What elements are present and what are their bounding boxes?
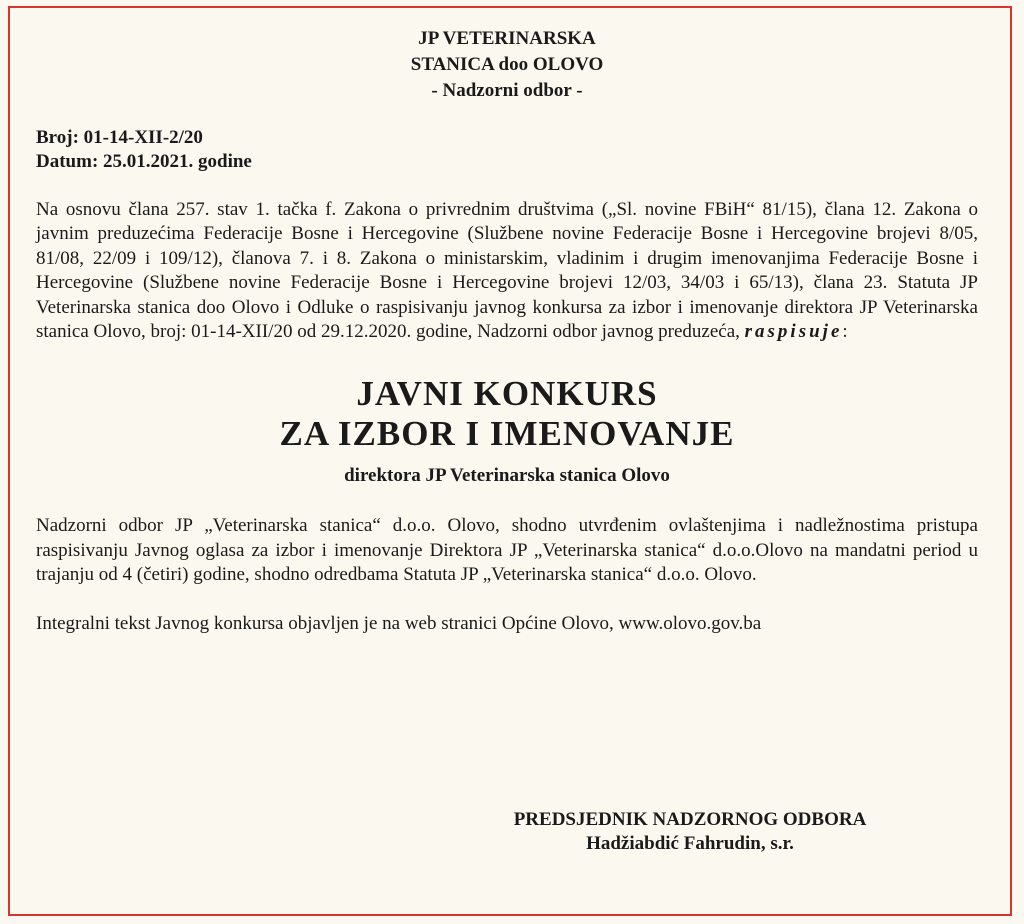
signature-role: PREDSJEDNIK NADZORNOG ODBORA [513, 809, 867, 830]
title-line-1: JAVNI KONKURS [356, 374, 658, 414]
document-meta [36, 126, 978, 174]
document-header [36, 26, 978, 104]
intro-text: Na osnovu člana 257. stav 1. tačka f. Zakona o privrednim društvima („Sl. novine FBiH“ 81/15), člana 12. Zakona o javnim preduzećima Federacije Bosne i Hercegovine (Službene novine Federacije Bosne i Hercegovine brojevi 8/05, 81/08, 22/09 i 109/12), članova 7. i 8. Zakona o ministarskim, vladinim i drugim imenovanjima Federacije Bosne i Hercegovine (Službene novine Federacije Bosne i Hercegovine brojevi 12/03, 34/03 i 65/13), člana 23. Statuta JP Veterinarska stanica doo Olovo i Odluke o raspisivanju javnog konkursa za izbor i imenovanje direktora JP Veterinarska stanica Olovo, broj: 01-14-XII/20 od 29.12.2020. godine, Nadzorni odbor javnog preduzeća, [36, 199, 978, 343]
document-subtitle: direktora JP Veterinarska stanica Olovo [344, 465, 670, 487]
intro-paragraph [36, 198, 978, 344]
intro-tail: : [842, 321, 848, 343]
title-line-2: ZA IZBOR I IMENOVANJE [279, 414, 735, 454]
body-paragraph-1: Nadzorni odbor JP „Veterinarska stanica“ d.o.o. Olovo, shodno utvrđenim ovlaštenjima i nadležnostima pristupa raspisivanju Javnog oglasa za izbor i imenovanje Direktora JP „Veterinarska stanica“ d.o.o.Olovo na mandatni period u trajanju od 4 (četiri) godine, shodno odredbama Statuta JP „Veterinarska stanica“ d.o.o. Olovo. [36, 515, 978, 586]
header-line-3: - Nadzorni odbor - [431, 80, 583, 101]
header-line-2: STANICA doo OLOVO [410, 54, 604, 75]
document-number: Broj: 01-14-XII-2/20 [36, 127, 203, 148]
document-content [36, 26, 978, 636]
signature-block [450, 808, 930, 856]
body-paragraph-2: Integralni tekst Javnog konkursa objavljen je na web stranici Općine Olovo, www.olovo.gov.ba [36, 612, 762, 634]
intro-emphasis: raspisuje [744, 321, 843, 343]
document-date: Datum: 25.01.2021. godine [36, 151, 252, 172]
signature-name: Hadžiabdić Fahrudin, s.r. [586, 833, 794, 854]
document-title [36, 374, 978, 454]
header-line-1: JP VETERINARSKA [418, 28, 596, 49]
